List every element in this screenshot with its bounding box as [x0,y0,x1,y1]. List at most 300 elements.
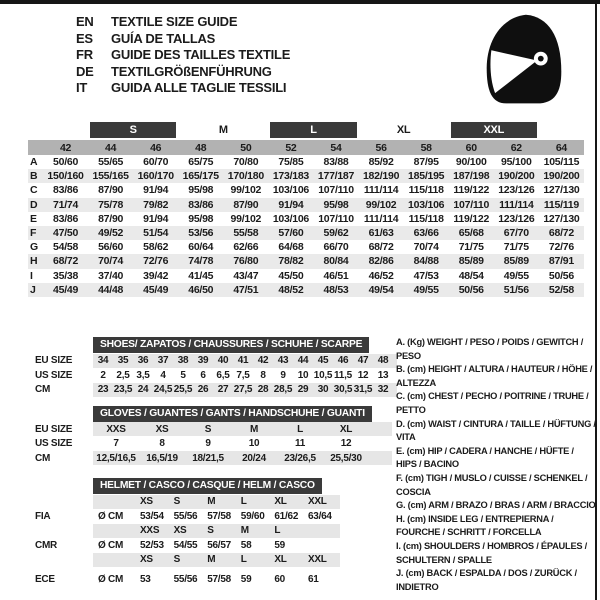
cell: 39 [197,355,209,366]
cell: L [297,423,303,435]
diameter-unit: Ø CM [98,539,124,551]
size-value: 41/45 [188,269,214,282]
size-value: 170/180 [223,169,268,183]
helmet-sizes-ece [35,553,407,567]
size-value: 72/76 [548,241,574,254]
size-value: 66/70 [323,241,349,254]
cell: 11,5 [334,369,352,381]
title-line-en [76,14,290,31]
measure-row-i [28,269,584,283]
cell: 23,5 [113,384,133,395]
cell: 3,5 [136,369,150,381]
diameter-unit: Ø CM [98,574,124,585]
size-value: 56/60 [98,241,124,254]
size-value: 64/68 [278,241,304,254]
shoes-cells [93,383,397,397]
size-group-xxl [449,121,539,140]
cell: 30,5 [333,384,353,395]
cell: 25,5/30 [330,452,362,464]
cell: 59/60 [240,510,265,522]
size-value: 95/98 [188,184,214,197]
cell: 56/57 [207,539,231,551]
cell: L [240,554,247,565]
size-value: 84/88 [404,254,449,268]
size-value: 115/118 [408,212,444,225]
cell: 25,5 [173,384,193,395]
helmet-size-cells [93,495,340,509]
size-value: 67/70 [494,226,539,240]
cell: XS [140,554,153,565]
size-value: 91/94 [143,212,169,225]
cell: 2 [100,369,106,381]
language-code: FR [76,47,93,62]
size-value: 61/63 [359,226,404,240]
size-value: 190/200 [539,169,584,183]
size-number: 62 [494,140,539,155]
size-value: 155/165 [88,169,133,183]
size-number: 58 [404,140,449,155]
size-value: 60/70 [143,156,169,169]
size-value: 52/58 [539,283,584,297]
size-value: 76/80 [223,254,268,268]
cell: 27 [217,384,229,395]
size-number: 46 [133,140,178,155]
size-value: 46/51 [323,269,349,282]
cell: 24 [137,384,149,395]
size-value: 91/94 [143,184,169,197]
size-value: 99/102 [230,212,262,225]
size-value: 50/60 [53,156,79,169]
cell: M [207,496,216,507]
size-group-xl [359,121,449,140]
cell: 13 [377,369,389,381]
size-value: 44/48 [88,283,133,297]
cell: 61/62 [274,510,299,522]
size-value: 39/42 [143,269,169,282]
title-block [76,14,290,97]
legend-item-a: A. (Kg) WEIGHT / PESO / POIDS / GEWITCH / PESO [396,337,584,361]
cell: 30 [317,384,329,395]
size-value: 103/106 [272,212,310,225]
row-letter: B [28,169,43,183]
gloves-cells [93,422,392,436]
helmet-table-title: HELMET / CASCO / CASQUE / HELM / CASCO [93,478,322,494]
size-value: 53/56 [178,226,223,240]
title-text: TEXTILE SIZE GUIDE [111,14,238,29]
size-value: 68/72 [43,254,88,268]
size-value: 50/56 [449,283,494,297]
row-letter: I [30,269,33,282]
size-value: 115/119 [539,198,584,212]
cell: 28 [257,384,269,395]
shoes-table [35,337,407,397]
cell: 41 [237,355,249,366]
legend-item-g: G. (cm) ARM / BRAZO / BRAS / ARM / BRACCIO [396,500,596,511]
size-number: 56 [359,140,404,155]
size-value: 107/110 [318,212,354,225]
row-label: US SIZE [35,438,73,449]
size-number: 54 [313,140,358,155]
cell: XL [274,554,287,565]
size-value: 111/114 [363,212,399,225]
cell: 27,5 [233,384,253,395]
shoes-row-us-size [35,368,407,382]
cell: 57/58 [207,574,231,585]
cell: 47 [357,355,369,366]
gloves-table-title: GLOVES / GUANTES / GANTS / HANDSCHUHE / GUANTI [93,406,372,422]
cell: 43 [277,355,289,366]
cell: 59 [274,539,285,551]
size-group-label: L [270,122,356,138]
row-label: EU SIZE [35,355,73,366]
title-text: GUIDA ALLE TAGLIE TESSILI [111,80,287,95]
language-code: EN [76,14,94,29]
measure-row-j [28,283,584,297]
size-value: 83/88 [323,156,349,169]
cell: 20/24 [242,452,266,464]
cell: 2,5 [116,369,130,381]
row-label: CM [35,452,51,464]
legend-item-e: E. (cm) HIP / CADERA / HANCHE / HÜFTE / HIPS / BACINO [396,445,574,470]
size-value: 62/66 [233,241,259,254]
size-value: 65/68 [449,226,494,240]
gloves-cells [93,451,392,465]
measure-row-d [28,198,584,212]
cell: 37 [157,355,169,366]
cell: XS [173,525,187,536]
legend-item-h: H. (cm) INSIDE LEG / ENTREPIERNA / FOURCHE / SCHRITT / FORCELLA [396,513,554,538]
size-value: 48/54 [458,269,484,282]
row-letter: F [28,226,43,240]
shoes-table-title: SHOES/ ZAPATOS / CHAUSSURES / SCHUHE / SCARPE [93,337,369,353]
group-spacer-end [539,121,584,140]
size-group-label: S [90,122,176,138]
size-number: 60 [449,140,494,155]
measurement-legend [396,336,596,594]
size-value: 45/49 [43,283,88,297]
size-value: 47/51 [223,283,268,297]
cell: 8 [260,369,266,381]
size-number-row [28,140,584,155]
cell: 31,5 [353,384,373,395]
cell: 8 [159,438,165,449]
size-value: 107/110 [318,184,354,197]
cell: 6,5 [216,369,230,381]
legend-item-b: B. (cm) HEIGHT / ALTURA / HAUTEUR / HÖHE / ALTEZZA [396,364,593,388]
cell: 53/54 [140,510,164,522]
size-number: 52 [268,140,313,155]
size-value: 103/106 [404,198,449,212]
helmet-icon [482,12,566,109]
cell: 16,5/19 [146,452,178,464]
size-value: 71/75 [458,241,484,254]
size-group-m [178,121,268,140]
cell: XL [274,496,287,507]
size-value: 57/60 [268,226,313,240]
size-number: 48 [178,140,223,155]
size-value: 45/50 [278,269,304,282]
title-text: GUÍA DE TALLAS [111,30,216,46]
size-group-label: XL [396,124,411,136]
row-label: US SIZE [35,369,73,381]
size-value: 105/115 [543,156,580,169]
size-value: 51/56 [494,283,539,297]
cell: XS [155,423,169,435]
size-group-s [88,121,178,140]
cell: 23 [97,384,109,395]
helmet-sizes-fia [35,495,407,509]
size-value: 177/187 [313,169,358,183]
size-value: 95/98 [313,198,358,212]
size-value: 123/126 [498,212,535,225]
cell: XXL [307,554,327,565]
size-value: 83/86 [178,198,223,212]
size-value: 68/72 [539,226,584,240]
gloves-cells [93,437,392,451]
size-value: 71/75 [503,241,529,254]
row-label: EU SIZE [35,423,73,435]
cell: 12 [340,438,352,449]
cell: 38 [177,355,189,366]
size-value: 187/198 [449,169,494,183]
cell: 9 [280,369,286,381]
cell: 10,5 [313,369,333,381]
cell: XS [140,496,153,507]
certification-label: CMR [35,539,58,551]
cell: 55/56 [173,510,198,522]
size-value: 90/100 [455,156,487,169]
title-line-de [76,64,290,81]
cell: 57/58 [207,510,231,522]
size-value: 115/118 [408,184,444,197]
size-value: 107/110 [449,198,494,212]
title-line-fr [76,47,290,64]
legend-item-i: I. (cm) SHOULDERS / HOMBROS / ÉPAULES / SCHULTERN / SPALLE [396,540,588,565]
size-value: 46/50 [178,283,223,297]
cell: S [207,525,214,536]
cell: 40 [217,355,229,366]
helmet-values-cmr [35,538,407,552]
size-value: 119/122 [453,184,490,197]
helmet-value-cells [93,573,340,587]
size-value: 127/130 [543,184,580,197]
cell: 7 [113,438,119,449]
cell: XXS [140,525,160,536]
size-value: 80/84 [313,254,358,268]
size-value: 49/54 [359,283,404,297]
cell: 54/55 [173,539,198,551]
row-letter: E [30,212,37,225]
cell: 44 [297,355,309,366]
gloves-row-eu-size [35,422,407,436]
measure-row-g [28,240,584,254]
cell: 9 [205,438,211,449]
size-value: 173/183 [268,169,313,183]
shoes-row-cm [35,383,407,397]
size-value: 87/90 [98,212,124,225]
cell: 45 [317,355,329,366]
size-value: 70/74 [413,241,439,254]
size-value: 37/40 [98,269,124,282]
helmet-value-cells [93,509,340,523]
legend-item-j: J. (cm) BACK / ESPALDA / DOS / ZURÜCK / INDIETRO [396,568,577,592]
measure-row-c [28,183,584,197]
cell: 26 [197,384,209,395]
size-value: 54/58 [53,241,79,254]
cell: 58 [240,539,252,551]
cell: S [204,423,212,435]
size-value: 49/52 [88,226,133,240]
cell: 35 [117,355,129,366]
language-code: ES [76,30,93,46]
size-value: 95/98 [188,212,214,225]
cell: 32 [377,384,389,395]
title-line-es [76,31,290,48]
helmet-size-cells [93,553,340,567]
size-value: 83/86 [53,184,79,197]
row-letter: D [28,198,43,212]
size-value: 85/89 [449,254,494,268]
size-value: 182/190 [359,169,404,183]
row-letter: J [28,283,43,297]
size-number: 44 [88,140,133,155]
accessory-tables [35,337,407,587]
cell: 46 [337,355,349,366]
cell: S [173,554,181,565]
size-value: 70/80 [233,156,259,169]
shoes-row-eu-size [35,354,407,368]
size-value: 111/114 [494,198,539,212]
cell: 11 [294,438,306,449]
helmet-values-fia [35,509,407,523]
group-spacer [28,121,88,140]
size-value: 46/52 [368,269,394,282]
certification-label: ECE [35,574,55,585]
title-text: GUIDE DES TAILLES TEXTILE [111,47,291,62]
band-corner-cell [28,140,43,155]
cell: 24,5 [153,384,173,395]
cell: 12 [357,369,369,381]
cell: 7,5 [236,369,250,381]
size-value: 48/53 [313,283,358,297]
size-group-label: XXL [451,122,537,138]
size-value: 190/200 [494,169,539,183]
size-value: 111/114 [363,184,399,197]
gloves-row-us-size [35,437,407,451]
cell: XXL [307,496,327,507]
legend-item-f: F. (cm) TIGH / MUSLO / CUISSE / SCHENKEL / COSCIA [396,472,588,497]
size-value: 123/126 [498,184,535,197]
cell: 48 [377,355,389,366]
row-label: CM [35,384,51,395]
cell: XL [339,423,353,435]
cell: XXS [106,423,126,435]
size-group-label: M [218,124,228,136]
cell: L [240,496,247,507]
cell: L [274,525,281,536]
cell: S [173,496,181,507]
size-value: 91/94 [268,198,313,212]
size-value: 165/175 [178,169,223,183]
size-value: 75/78 [88,198,133,212]
size-number: 64 [539,140,584,155]
cell: 59 [240,574,252,585]
size-value: 45/49 [133,283,178,297]
cell: 23/26,5 [284,452,316,464]
size-value: 65/75 [188,156,214,169]
size-value: 70/74 [88,254,133,268]
size-value: 95/100 [501,156,532,169]
size-value: 58/62 [143,241,169,254]
size-value: 51/54 [133,226,178,240]
size-value: 103/106 [272,184,310,197]
size-value: 63/66 [404,226,449,240]
diameter-unit: Ø CM [98,510,124,522]
textile-size-table [28,121,584,297]
size-value: 68/72 [368,241,394,254]
title-text: TEXTILGRÖßENFÜHRUNG [111,63,272,79]
gloves-row-cm [35,451,407,465]
cell: 61 [307,574,319,585]
size-value: 72/76 [133,254,178,268]
size-value: 59/62 [313,226,358,240]
measure-row-b [28,169,584,183]
size-value: 87/95 [413,156,439,169]
measure-row-f [28,226,584,240]
measure-row-e [28,212,584,226]
size-value: 71/74 [43,198,88,212]
cell: 52/53 [140,539,164,551]
helmet-sizes-cmr [35,524,407,538]
cell: 36 [137,355,149,366]
size-value: 82/86 [359,254,404,268]
cell: 28,5 [273,384,293,395]
size-value: 87/90 [98,184,124,197]
size-value: 35/38 [53,269,79,282]
size-value: 78/82 [268,254,313,268]
size-value: 150/160 [43,169,88,183]
cell: 60 [274,574,285,585]
row-letter: A [30,156,38,169]
size-value: 47/53 [413,269,439,282]
shoes-cells [93,354,397,368]
cell: 4 [160,369,166,381]
helmet-size-cells [93,524,340,538]
size-value: 85/92 [368,156,394,169]
cell: 42 [257,355,269,366]
cell: 63/64 [307,510,332,522]
cell: 10 [248,438,260,449]
cell: 53 [140,574,151,585]
cell: 29 [297,384,309,395]
size-value: 119/122 [453,212,490,225]
cell: 55/56 [173,574,198,585]
size-value: 160/170 [133,169,178,183]
shoes-cells [93,368,397,382]
size-value: 79/82 [133,198,178,212]
size-value: 43/47 [233,269,259,282]
size-value: 48/52 [268,283,313,297]
size-value: 50/56 [548,269,574,282]
size-value: 55/58 [223,226,268,240]
gloves-table [35,406,407,466]
language-code: DE [76,63,94,79]
row-letter: H [28,254,43,268]
size-group-row [28,121,584,140]
helmet-values-ece [35,573,407,587]
size-value: 127/130 [543,212,580,225]
measure-row-a [28,155,584,169]
